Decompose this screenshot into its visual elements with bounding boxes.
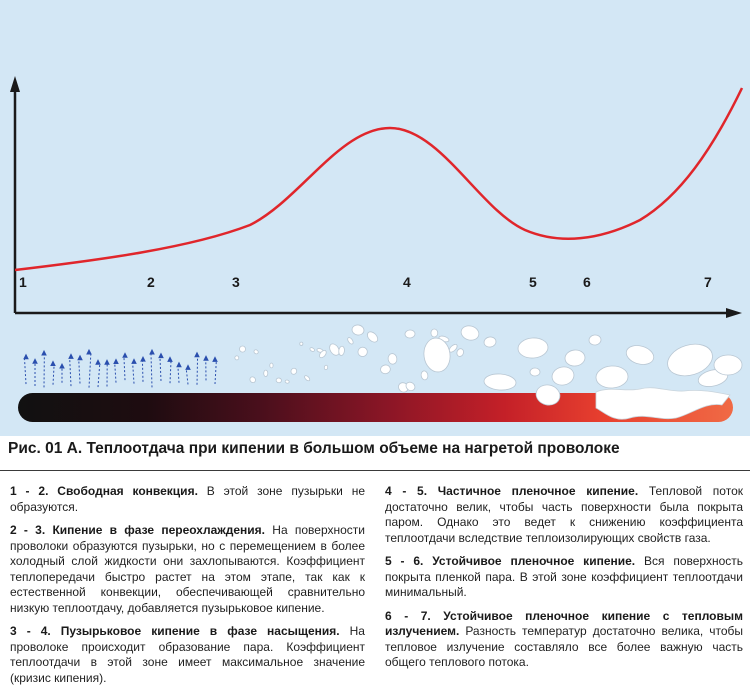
vapor-bubble — [239, 346, 245, 352]
vapor-bubble — [483, 373, 516, 391]
convection-arrow — [53, 364, 54, 384]
vapor-bubble — [356, 345, 369, 358]
zone-description — [10, 484, 365, 515]
vapor-bubble — [270, 363, 273, 368]
zone-description — [10, 523, 365, 616]
zone-description — [385, 484, 743, 546]
convection-arrow — [24, 358, 26, 384]
convection-arrow — [178, 366, 179, 383]
convection-arrowhead — [213, 357, 217, 361]
vapor-bubble — [714, 355, 742, 375]
zone-description-title: 2 - 3. Кипение в фазе переохлаждения. — [10, 523, 265, 537]
convection-arrowhead — [141, 357, 145, 361]
convection-arrow — [79, 359, 80, 384]
convection-arrowhead — [177, 363, 181, 367]
vapor-bubble — [595, 365, 628, 389]
x-axis-arrow — [726, 308, 742, 318]
convection-arrow — [115, 362, 116, 382]
zone-description-text: На проволоке происходит образование пара. Коэффициент теплоотдачи в этой зоне имеет максимальное значение (кризис кипения). — [10, 624, 365, 685]
convection-arrowhead — [114, 359, 118, 363]
convection-arrow — [186, 368, 188, 384]
heat-transfer-curve — [15, 88, 742, 270]
zone-description-text: Разность температур достаточно велика, чтобы тепловое излучение составляло все более важную часть общего теплового потока. — [385, 624, 743, 669]
convection-arrowhead — [78, 356, 82, 360]
zone-label: 5 — [529, 274, 537, 290]
vapor-bubble — [338, 346, 345, 356]
zone-labels — [19, 274, 712, 290]
convection-arrow — [133, 362, 134, 383]
convection-arrow — [170, 360, 171, 383]
vapor-bubble — [387, 353, 397, 365]
figure-caption: Рис. 01 А. Теплоотдача при кипении в большом объеме на нагретой проволоке — [8, 440, 743, 458]
convection-arrowhead — [24, 355, 28, 359]
convection-arrows — [24, 350, 217, 388]
vapor-bubble — [347, 337, 355, 345]
zone-description — [385, 609, 743, 671]
zone-description — [385, 554, 743, 601]
convection-arrowhead — [150, 350, 154, 354]
convection-arrowhead — [105, 360, 109, 364]
vapor-bubble — [276, 378, 282, 384]
convection-arrowhead — [69, 354, 73, 358]
zone-label: 2 — [147, 274, 155, 290]
zone-label: 1 — [19, 274, 27, 290]
vapor-bubble — [456, 348, 465, 358]
zone-description — [10, 624, 365, 686]
vapor-bubble — [588, 334, 601, 345]
vapor-bubble — [309, 347, 315, 352]
convection-arrowhead — [186, 365, 190, 369]
vapor-bubble — [300, 342, 303, 345]
y-axis-arrow — [10, 76, 20, 92]
vapor-bubble — [351, 324, 364, 336]
zone-label: 3 — [232, 274, 240, 290]
convection-arrow — [124, 356, 125, 380]
vapor-bubble — [304, 375, 311, 382]
convection-arrowhead — [168, 357, 172, 361]
descriptions-right-column — [385, 484, 743, 679]
zone-description-text: Вся поверхность покрыта пленкой пара. В этой зоне коэффициент теплоотдачи минимальный. — [385, 554, 743, 599]
vapor-bubble — [564, 349, 586, 367]
zone-label: 7 — [704, 274, 712, 290]
zone-description-title: 1 - 2. Свободная конвекция. — [10, 484, 198, 498]
zone-label: 6 — [583, 274, 591, 290]
vapor-bubble — [530, 368, 540, 376]
zone-description-title: 5 - 6. Устойчивое пленочное кипение. — [385, 554, 635, 568]
convection-arrow — [160, 357, 161, 381]
convection-arrowhead — [195, 353, 199, 357]
zone-description-title: 6 - 7. Устойчивое пленочное кипение с тепловым излучением. — [385, 609, 743, 639]
zone-description-title: 3 - 4. Пузырьковое кипение в фазе насыщения. — [10, 624, 340, 638]
vapor-bubble — [290, 367, 297, 375]
convection-arrowhead — [60, 364, 64, 368]
vapor-bubble — [264, 370, 268, 376]
convection-arrowhead — [33, 359, 37, 363]
vapor-bubble — [624, 343, 656, 368]
vapor-bubble — [405, 330, 416, 339]
convection-arrow — [215, 360, 216, 384]
zone-description-text: Тепловой поток достаточно велик, чтобы часть поверхности была покрыта паром. Однако это ведет к снижению коэффициента теплоотдачи вследствие теплоизолирующих свойств газа. — [385, 484, 743, 545]
vapor-bubble — [285, 380, 290, 384]
convection-arrowhead — [132, 359, 136, 363]
convection-arrow — [142, 360, 143, 382]
convection-arrow — [197, 356, 198, 385]
vapor-bubble — [380, 364, 391, 374]
zone-description-text: На поверхности проволоки образуются пузырьки, но с перемещением в более холодный слой жидкости они захлопываются. Коэффициент теплопередачи быстро растет на этом этапе, так как к естественной конвекции, обеспечивающей сравнительно низкую теплоотдачу, добавляется пузырьковое кипение. — [10, 523, 365, 615]
vapor-bubble — [550, 365, 575, 387]
vapor-bubble — [324, 365, 328, 370]
convection-arrow — [89, 353, 91, 388]
zone-description-text: В этой зоне пузырьки не образуются. — [10, 484, 365, 514]
zone-description-title: 4 - 5. Частичное пленочное кипение. — [385, 484, 638, 498]
vapor-bubble — [483, 336, 497, 348]
convection-arrow — [151, 353, 152, 387]
convection-arrowhead — [123, 353, 127, 357]
convection-arrow — [70, 357, 71, 386]
convection-arrowhead — [42, 351, 46, 355]
vapor-bubble — [431, 329, 438, 337]
descriptions-left-column — [10, 484, 365, 694]
vapor-bubble — [234, 355, 239, 360]
convection-arrow — [98, 363, 100, 387]
zone-label: 4 — [403, 274, 411, 290]
vapor-bubble — [365, 330, 379, 344]
vapor-bubble — [420, 370, 428, 380]
convection-arrowhead — [87, 350, 91, 354]
vapor-bubble — [459, 324, 480, 342]
convection-arrowhead — [96, 360, 100, 364]
convection-arrowhead — [51, 361, 55, 365]
divider — [0, 470, 750, 471]
convection-arrowhead — [159, 354, 163, 358]
convection-arrowhead — [204, 356, 208, 360]
vapor-bubble — [517, 337, 548, 359]
vapor-bubble — [253, 349, 259, 355]
vapor-bubble — [249, 376, 257, 384]
